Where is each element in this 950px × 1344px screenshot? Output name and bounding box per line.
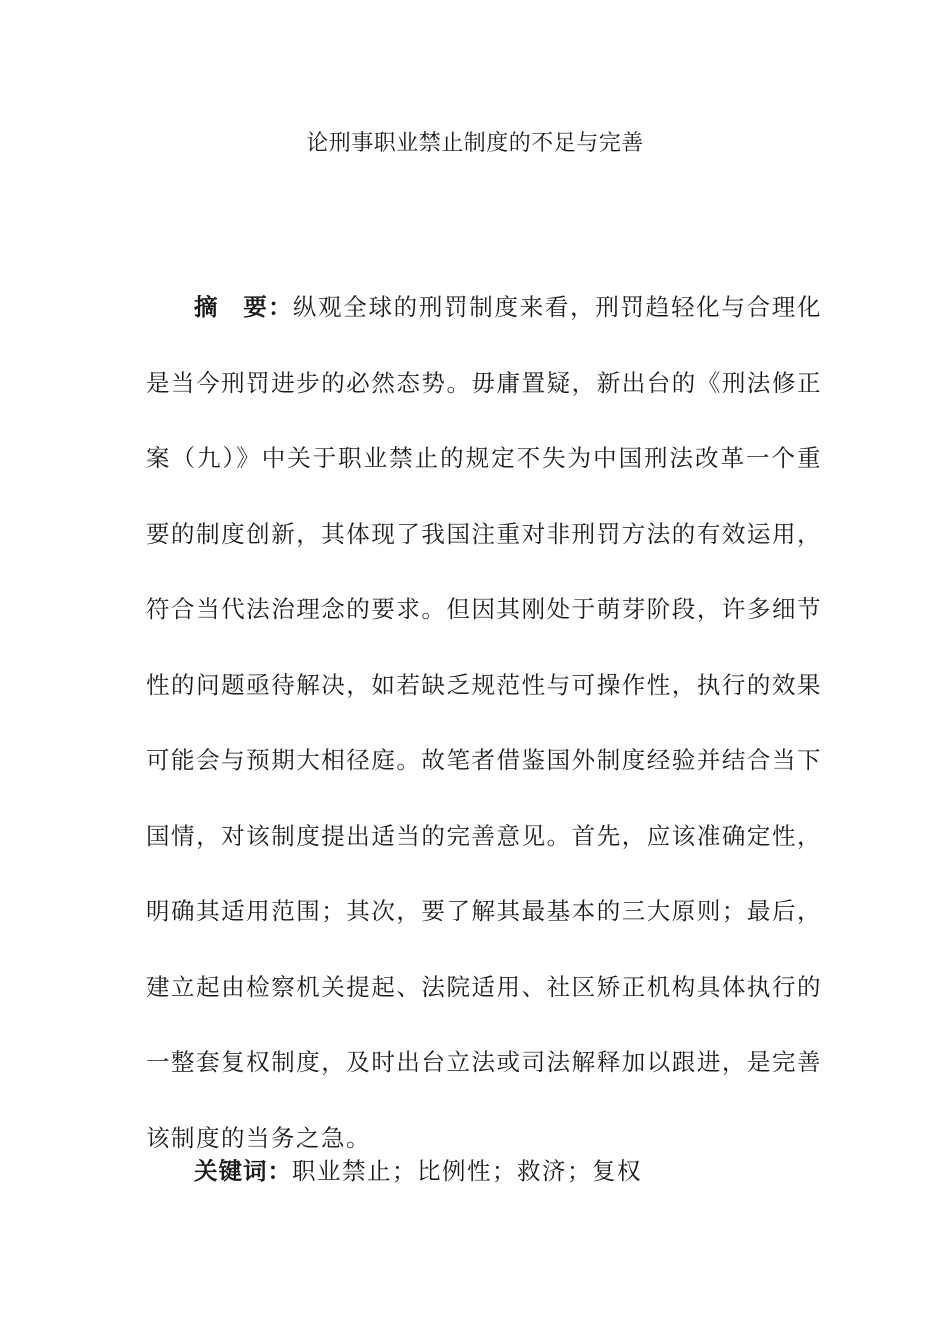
keywords-label: 关键词：: [194, 1157, 292, 1185]
keywords-text: 职业禁止；比例性；救济；复权: [292, 1157, 642, 1185]
abstract-label: 摘 要：: [194, 293, 293, 321]
abstract-text: 纵观全球的刑罚制度来看，刑罚趋轻化与合理化是当今刑罚进步的必然态势。毋庸置疑，新出台的《刑法修正案（九）》中关于职业禁止的规定不失为中国刑法改革一个重要的制度创新，其体现了我国注重对非刑罚方法的有效运用，符合当代法治理念的要求。但因其刚处于萌芽阶段，许多细节性的问题亟待解决，如若缺乏规范性与可操作性，执行的效果可能会与预期大相径庭。故笔者借鉴国外制度经验并结合当下国情，对该制度提出适当的完善意见。首先，应该准确定性，明确其适用范围；其次，要了解其最基本的三大原则；最后，建立起由检察机关提起、法院适用、社区矫正机构具体执行的一整套复权制度，及时出台立法或司法解释加以跟进，是完善该制度的当务之急。: [146, 293, 823, 1152]
document-title: 论刑事职业禁止制度的不足与完善: [306, 131, 644, 156]
abstract-paragraph: [146, 270, 822, 1176]
keywords-line: [194, 1141, 834, 1201]
